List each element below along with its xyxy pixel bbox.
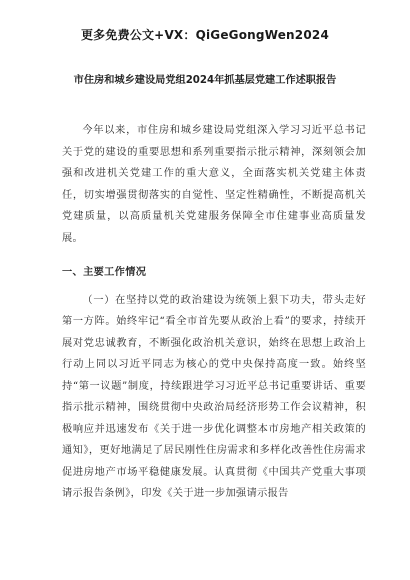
document-body xyxy=(62,120,366,505)
promo-banner: 更多免费公文+VX：QiGeGongWen2024 xyxy=(80,28,329,42)
intro-paragraph: 今年以来，市住房和城乡建设局党组深入学习习近平总书记关于党的建设的重要思想和系列重要指示批示精神，深刻领会加强和改进机关党建工作的重大意义，全面落实机关党建主体责任，切实增强贯彻落实的自觉性、坚定性精确性，不断提高机关党建质量，以高质量机关党建服务保障全市住建事业高质量发展。 xyxy=(62,125,366,244)
document-title: 市住房和城乡建设局党组2024年抓基层党建工作述职报告 xyxy=(73,75,337,86)
section-paragraph: （一）在坚持以党的政治建设为统领上狠下功夫，带头走好第一方阵。始终牢记“看全市首先要从政治上看”的要求，持续开展对党忠诚教育，不断强化政治机关意识，始终在思想上政治上行动上同以习近平同志为核心的党中央保持高度一致。始终坚持“第一议题”制度，持续跟进学习习近平总书记重要讲话、重要指示批示精神，围绕贯彻中央政治局经济形势工作会议精神，积极响应并迅速发布《关于进一步优化调整本市房地产相关政策的通知》，更好地满足了居民刚性住房需求和多样化改善性住房需求促进房地产市场平稳健康发展。认真贯彻《中国共产党重大事项请示报告条例》，印发《关于进一步加强请示报告 xyxy=(62,294,366,499)
section-heading: 一、主要工作情况 xyxy=(62,267,147,278)
